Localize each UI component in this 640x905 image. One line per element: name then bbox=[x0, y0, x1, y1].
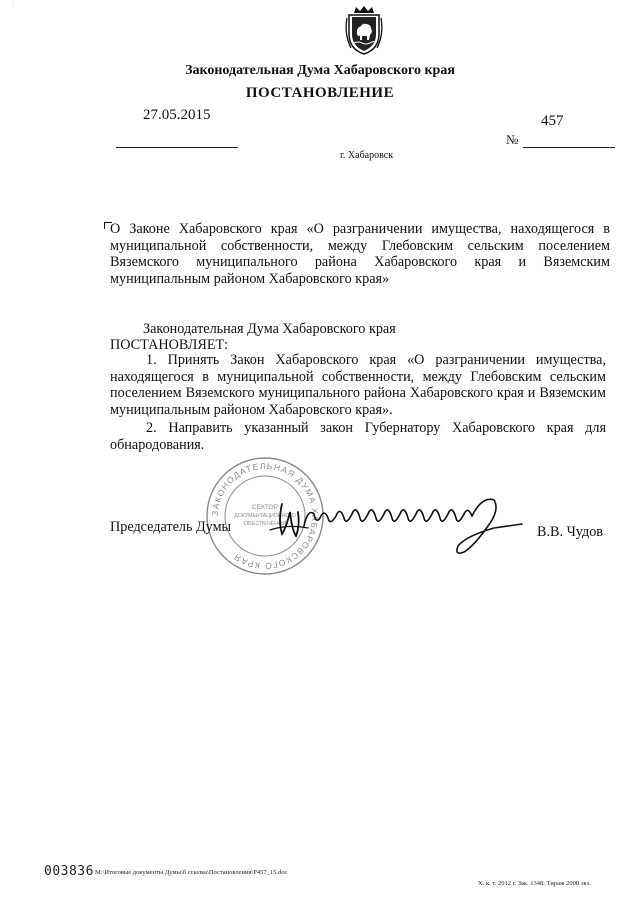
signer-position: Председатель Думы bbox=[110, 519, 232, 535]
resolution-item-2: 2. Направить указанный закон Губернатору Хабаровского края для обнародования. bbox=[110, 420, 606, 453]
document-date: 27.05.2015 bbox=[143, 107, 211, 123]
city-name: г. Хабаровск bbox=[339, 150, 394, 161]
document-type: ПОСТАНОВЛЕНИЕ bbox=[245, 85, 395, 101]
number-sign: № bbox=[506, 132, 519, 147]
resolution-item-1: 1. Принять Закон Хабаровского края «О разграничении имущества, находящегося в муниципальной собственности, между Глебовским сельским поселением Вяземского муниципального района Хабаровского края и Вяземским муниципальным районом Хабаровского края». bbox=[110, 352, 606, 418]
file-path: M:\Итоговые документы Думы\б ссылка\Постановления\P457_15.doc bbox=[95, 869, 288, 876]
number-underline bbox=[523, 147, 615, 148]
signer-name: В.В. Чудов bbox=[537, 524, 603, 540]
resolution-title: О Законе Хабаровского края «О разграничении имущества, находящегося в муниципальной собственности, между Глебовским сельским поселением Вяземского муниципального района Хабаровского края и Вяземским муниципальным районом Хабаровского края» bbox=[110, 221, 610, 287]
document-number: 457 bbox=[541, 113, 564, 129]
council-name: Законодательная Дума Хабаровского края bbox=[143, 321, 396, 337]
corner-mark: · bbox=[12, 4, 14, 10]
seal-ring-text: ЗАКОНОДАТЕЛЬНАЯ ДУМА ХАБАРОВСКОГО КРАЯ bbox=[209, 460, 321, 572]
organization-name: Законодательная Дума Хабаровского края bbox=[185, 63, 455, 78]
decides-heading: ПОСТАНОВЛЯЕТ: bbox=[110, 337, 229, 353]
coat-of-arms-emblem bbox=[343, 4, 385, 56]
registration-stamp-number: 003836 bbox=[44, 864, 94, 879]
handwritten-signature bbox=[268, 490, 530, 558]
seal-center-line-1: СЕКТОР bbox=[252, 504, 278, 511]
date-underline bbox=[116, 147, 238, 148]
seal-center-line-2: ДОКУМЕНТАЦИОННОГО bbox=[234, 513, 296, 519]
print-imprint: Х. к. т. 2012 г. Зак. 1348. Тираж 2000 экз. bbox=[478, 880, 591, 887]
seal-center-line-3: ОБЕСПЕЧЕНИЯ bbox=[243, 521, 287, 527]
